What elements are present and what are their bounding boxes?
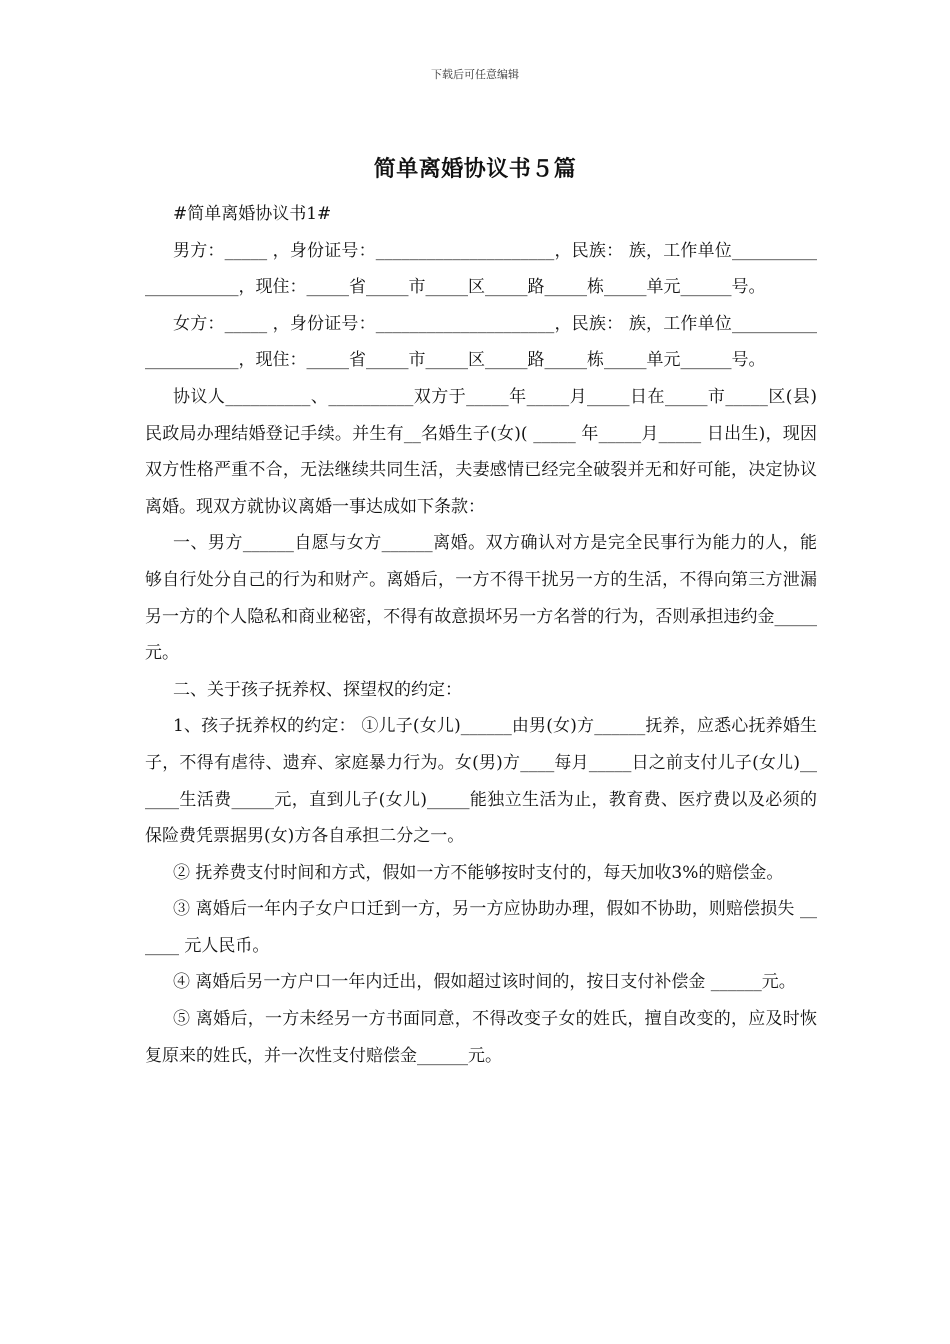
paragraph-male-party: 男方：_____ ，身份证号：_____________________，民族： 族，工作单位_____________________，现住：_____省_____市_____区_____路_____栋_____单元______号。 <box>145 240 817 298</box>
paragraph-clause-1: 一、男方______自愿与女方______离婚。双方确认对方是完全民事行为能力的人，能够自行处分自己的行为和财产。离婚后，一方不得干扰另一方的生活，不得向第三方泄漏另一方的个人隐私和商业秘密，不得有故意损坏另一方名誉的行为，否则承担违约金_____ 元。 <box>145 533 817 664</box>
paragraph-female-party: 女方：_____ ，身份证号：_____________________，民族： 族，工作单位_____________________，现住：_____省_____市_____区_____路_____栋_____单元______号。 <box>145 313 817 371</box>
document-body <box>145 196 817 1074</box>
paragraph-surname: ⑤ 离婚后，一方未经另一方书面同意，不得改变子女的姓氏，擅自改变的，应及时恢复原来的姓氏，并一次性支付赔偿金______元。 <box>145 1009 817 1066</box>
paragraph-support-payment: ② 抚养费支付时间和方式，假如一方不能够按时支付的，每天加收3%的赔偿金。 <box>173 862 784 883</box>
paragraph-relocation: ④ 离婚后另一方户口一年内迁出，假如超过该时间的，按日支付补偿金 ______元。 <box>173 972 796 993</box>
paragraph-household-registration: ③ 离婚后一年内子女户口迁到一方，另一方应协助办理，假如不协助，则赔偿损失 ______ 元人民币。 <box>145 899 817 956</box>
paragraph-agreement-intro: 协议人__________、__________双方于_____年_____月_____日在_____市_____区(县)民政局办理结婚登记手续。并生有__名婚生子(女)( _____ 年_____月_____ 日出生)，现因双方性格严重不合，无法继续共同生活，夫妻感情已经完全破裂并无和好可能，决定协议离婚。现双方就协议离婚一事达成如下条款： <box>145 386 817 517</box>
header-note: 下载后可任意编辑 <box>431 68 519 81</box>
document-title: 简单离婚协议书５篇 <box>373 156 577 182</box>
section-heading: #简单离婚协议书1# <box>173 204 332 224</box>
paragraph-custody: 1、孩子抚养权的约定： ①儿子(女儿)______由男(女)方______抚养，应悉心抚养婚生子，不得有虐待、遗弃、家庭暴力行为。女(男)方____每月_____日之前支付儿子(女儿)______生活费_____元，直到儿子(女儿)_____能独立生活为止，教育费、医疗费以及必须的保险费凭票据男(女)方各自承担二分之一。 <box>145 716 817 847</box>
paragraph-clause-2-heading: 二、关于孩子抚养权、探望权的约定： <box>173 679 462 700</box>
